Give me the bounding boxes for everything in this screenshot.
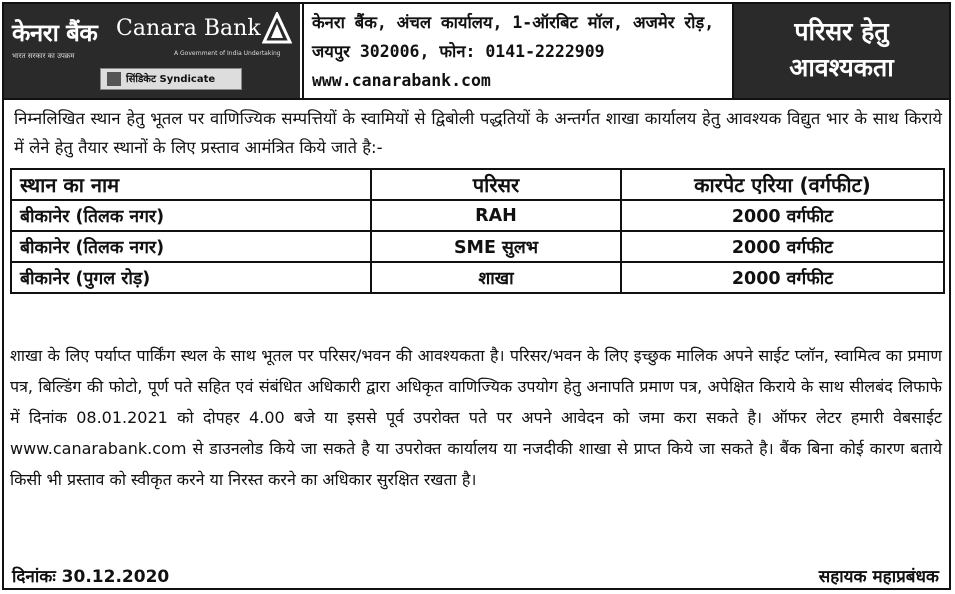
office-address: केनरा बैंक, अंचल कार्यालय, 1-ऑरबिट मॉल, अजमेर रोड़, जयपुर 302006, फोन: 0141-2222909 www.canarabank.com (302, 4, 734, 98)
cell-area: 2000 वर्गफीट (621, 200, 944, 231)
logo-tagline-english: A Government of India Undertaking (174, 50, 281, 57)
signatory: सहायक महाप्रबंधक (818, 567, 939, 587)
cell-location: बीकानेर (तिलक नगर) (11, 200, 371, 231)
tender-advertisement (2, 2, 951, 590)
header (4, 4, 949, 100)
ad-heading (734, 4, 949, 98)
table-row (11, 200, 944, 231)
cell-area: 2000 वर्गफीट (621, 231, 944, 262)
heading-line-1: परिसर हेतु (794, 17, 889, 46)
cell-area: 2000 वर्गफीट (621, 262, 944, 293)
table-row (11, 231, 944, 262)
header-premises: परिसर (371, 169, 621, 200)
terms-paragraph: शाखा के लिए पर्याप्त पार्किंग स्थल के साथ भूतल पर परिसर/भवन की आवश्यकता है। परिसर/भवन के लिए इच्छुक मालिक अपने साईट प्लॉन, स्वामित्व का प्रमाण पत्र, बिल्डिंग की फोटो, पूर्ण पते सहित एवं संबंधित अधिकारी द्वारा अधिकृत वाणिज्यिक उपयोग हेतु अनापति प्रमाण पत्र, अपेक्षित किराये के साथ सीलबंद लिफाफे में दिनांक 08.01.2021 को दोपहर 4.00 बजे या इससे पूर्व उपरोक्त पते पर अपने आवेदन को जमा करा सकते है। ऑफर लेटर हमारी वेबसाईट www.canarabank.com से डाउनलोड किये जा सकते है या उपरोक्त कार्यालय या नजदीकी शाखा से प्राप्त किये जा सकते है। बैंक बिना कोई कारण बताये किसी भी प्रस्ताव को स्वीकृत करने या निरस्त करने का अधिकार सुरक्षित रखता है। (10, 346, 942, 489)
table-row (11, 262, 944, 293)
syndicate-icon (107, 72, 121, 86)
header-location: स्थान का नाम (11, 169, 371, 200)
issue-date: दिनांकः 30.12.2020 (12, 567, 170, 587)
canara-bank-logo (4, 4, 300, 98)
logo-english-text: Canara Bank (116, 16, 261, 41)
intro-paragraph: निम्नलिखित स्थान हेतु भूतल पर वाणिज्यिक सम्पत्तियों के स्वामियों से द्विबोली पद्धतियों के अन्तर्गत शाखा कार्यालय हेतु आवश्यक विद्युत भार के साथ किराये में लेने हेतु तैयार स्थानों के लिए प्रस्ताव आमंत्रित किये जाते है:- (14, 109, 942, 157)
heading-line-2: आवश्यकता (789, 53, 894, 82)
header-carpet-area: कारपेट एरिया (वर्गफीट) (621, 169, 944, 200)
cell-premises: SME सुलभ (371, 231, 621, 262)
canara-triangle-icon (262, 12, 292, 46)
cell-premises: RAH (371, 200, 621, 231)
premises-table (10, 168, 945, 294)
logo-hindi-text: केनरा बैंक (12, 19, 98, 47)
cell-location: बीकानेर (तिलक नगर) (11, 231, 371, 262)
logo-tagline-hindi: भारत सरकार का उपक्रम (12, 52, 75, 60)
cell-location: बीकानेर (पुगल रोड़) (11, 262, 371, 293)
table-header-row (11, 169, 944, 200)
syndicate-badge (100, 68, 242, 90)
syndicate-text: सिंडिकेट Syndicate (126, 74, 216, 85)
cell-premises: शाखा (371, 262, 621, 293)
